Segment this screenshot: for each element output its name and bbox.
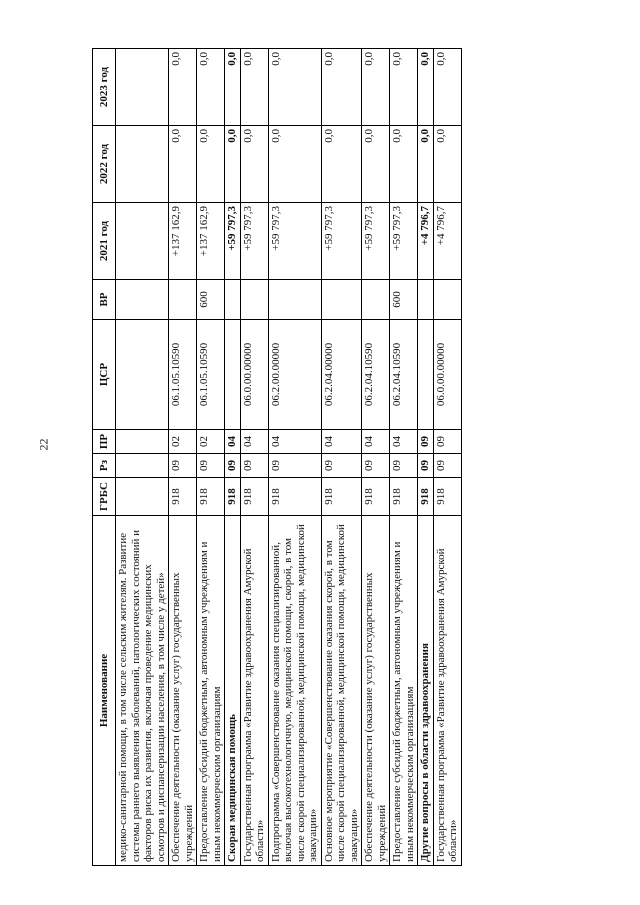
cell-csr: 06.2.04.10590 bbox=[390, 320, 418, 430]
cell-2023: 0,0 bbox=[418, 49, 434, 126]
cell-2023 bbox=[116, 49, 169, 126]
cell-grbs: 918 bbox=[225, 478, 241, 516]
cell-vr: 600 bbox=[390, 280, 418, 320]
table-row bbox=[433, 49, 461, 866]
cell-vr bbox=[362, 280, 390, 320]
table-row bbox=[225, 49, 241, 866]
cell-rz: 09 bbox=[268, 454, 321, 478]
cell-name: Основное мероприятие «Совершенствование оказания скорой, в том числе скорой специализированной, медицинской помощи, медицинской эвакуации» bbox=[321, 516, 362, 866]
table-header-row bbox=[93, 49, 116, 866]
cell-vr bbox=[169, 280, 197, 320]
cell-csr bbox=[225, 320, 241, 430]
cell-2023: 0,0 bbox=[240, 49, 268, 126]
table-row bbox=[197, 49, 225, 866]
header-pr: ПР bbox=[93, 430, 116, 454]
cell-2021: +59 797,3 bbox=[225, 203, 241, 280]
cell-2022: 0,0 bbox=[197, 126, 225, 203]
cell-csr: 06.0.00.00000 bbox=[240, 320, 268, 430]
table-row bbox=[390, 49, 418, 866]
cell-csr: 06.1.05.10590 bbox=[169, 320, 197, 430]
cell-2021 bbox=[116, 203, 169, 280]
cell-2023: 0,0 bbox=[321, 49, 362, 126]
cell-vr bbox=[240, 280, 268, 320]
header-2021: 2021 год bbox=[93, 203, 116, 280]
header-name: Наименование bbox=[93, 516, 116, 866]
cell-csr: 06.1.05.10590 bbox=[197, 320, 225, 430]
cell-rz: 09 bbox=[390, 454, 418, 478]
cell-pr: 04 bbox=[268, 430, 321, 454]
cell-grbs: 918 bbox=[240, 478, 268, 516]
cell-grbs: 918 bbox=[268, 478, 321, 516]
cell-pr: 04 bbox=[362, 430, 390, 454]
cell-2022: 0,0 bbox=[240, 126, 268, 203]
cell-name: Скорая медицинская помощь bbox=[225, 516, 241, 866]
header-grbs: ГРБС bbox=[93, 478, 116, 516]
cell-2021: +4 796,7 bbox=[418, 203, 434, 280]
cell-2022: 0,0 bbox=[321, 126, 362, 203]
cell-vr bbox=[268, 280, 321, 320]
cell-name: Государственная программа «Развитие здравоохранения Амурской области» bbox=[240, 516, 268, 866]
cell-pr: 09 bbox=[433, 430, 461, 454]
table-row bbox=[268, 49, 321, 866]
cell-name: Обеспечение деятельности (оказание услуг) государственных учреждений bbox=[169, 516, 197, 866]
cell-pr: 02 bbox=[169, 430, 197, 454]
cell-grbs: 918 bbox=[418, 478, 434, 516]
cell-name: Предоставление субсидий бюджетным, автономным учреждениям и иным некоммерческим организациям bbox=[390, 516, 418, 866]
cell-vr bbox=[225, 280, 241, 320]
cell-grbs: 918 bbox=[390, 478, 418, 516]
cell-2022: 0,0 bbox=[362, 126, 390, 203]
cell-2023: 0,0 bbox=[390, 49, 418, 126]
cell-2021: +59 797,3 bbox=[321, 203, 362, 280]
cell-pr: 04 bbox=[390, 430, 418, 454]
cell-grbs: 918 bbox=[169, 478, 197, 516]
cell-2021: +137 162,9 bbox=[169, 203, 197, 280]
table-body bbox=[116, 49, 462, 866]
cell-grbs: 918 bbox=[433, 478, 461, 516]
cell-grbs bbox=[116, 478, 169, 516]
cell-rz: 09 bbox=[418, 454, 434, 478]
cell-name: Обеспечение деятельности (оказание услуг) государственных учреждений bbox=[362, 516, 390, 866]
cell-2021: +59 797,3 bbox=[362, 203, 390, 280]
page-number: 22 bbox=[36, 438, 51, 451]
cell-pr bbox=[116, 430, 169, 454]
cell-rz: 09 bbox=[321, 454, 362, 478]
cell-2023: 0,0 bbox=[197, 49, 225, 126]
cell-2021: +59 797,3 bbox=[240, 203, 268, 280]
cell-csr bbox=[116, 320, 169, 430]
cell-pr: 09 bbox=[418, 430, 434, 454]
cell-2021: +4 796,7 bbox=[433, 203, 461, 280]
table-row bbox=[169, 49, 197, 866]
cell-rz: 09 bbox=[433, 454, 461, 478]
cell-grbs: 918 bbox=[321, 478, 362, 516]
cell-csr: 06.2.04.10590 bbox=[362, 320, 390, 430]
cell-vr bbox=[321, 280, 362, 320]
cell-2021: +137 162,9 bbox=[197, 203, 225, 280]
cell-vr bbox=[116, 280, 169, 320]
cell-2023: 0,0 bbox=[268, 49, 321, 126]
cell-2021: +59 797,3 bbox=[390, 203, 418, 280]
cell-name: Предоставление субсидий бюджетным, автономным учреждениям и иным некоммерческим организациям bbox=[197, 516, 225, 866]
budget-table bbox=[92, 48, 462, 866]
cell-vr bbox=[418, 280, 434, 320]
cell-2022: 0,0 bbox=[169, 126, 197, 203]
cell-2023: 0,0 bbox=[225, 49, 241, 126]
cell-rz: 09 bbox=[240, 454, 268, 478]
header-rz: Рз bbox=[93, 454, 116, 478]
table-row bbox=[116, 49, 169, 866]
cell-vr: 600 bbox=[197, 280, 225, 320]
cell-pr: 04 bbox=[225, 430, 241, 454]
cell-2022: 0,0 bbox=[418, 126, 434, 203]
cell-csr: 06.2.04.00000 bbox=[321, 320, 362, 430]
cell-name: Подпрограмма «Совершенствование оказания специализированной, включая высокотехнологичную, медицинской помощи, скорой, в том числе скорой специализированной, медицинской помощи, медицинской эвакуации» bbox=[268, 516, 321, 866]
cell-2023: 0,0 bbox=[433, 49, 461, 126]
cell-rz bbox=[116, 454, 169, 478]
cell-2023: 0,0 bbox=[169, 49, 197, 126]
cell-grbs: 918 bbox=[197, 478, 225, 516]
cell-pr: 02 bbox=[197, 430, 225, 454]
cell-pr: 04 bbox=[321, 430, 362, 454]
cell-2022: 0,0 bbox=[225, 126, 241, 203]
cell-2022: 0,0 bbox=[390, 126, 418, 203]
cell-name: медико-санитарной помощи, в том числе сельским жителям. Развитие системы раннего выявления заболеваний, патологических состояний и факторов риска их развития, включая проведение медицинских осмотров и диспансеризации населения, в том числе у детей» bbox=[116, 516, 169, 866]
header-vr: ВР bbox=[93, 280, 116, 320]
table-row bbox=[240, 49, 268, 866]
cell-grbs: 918 bbox=[362, 478, 390, 516]
cell-rz: 09 bbox=[197, 454, 225, 478]
cell-rz: 09 bbox=[225, 454, 241, 478]
table-row bbox=[362, 49, 390, 866]
cell-vr bbox=[433, 280, 461, 320]
header-2022: 2022 год bbox=[93, 126, 116, 203]
cell-csr bbox=[418, 320, 434, 430]
cell-2022: 0,0 bbox=[268, 126, 321, 203]
cell-2022 bbox=[116, 126, 169, 203]
cell-name: Государственная программа «Развитие здравоохранения Амурской области» bbox=[433, 516, 461, 866]
cell-2022: 0,0 bbox=[433, 126, 461, 203]
cell-rz: 09 bbox=[362, 454, 390, 478]
header-csr: ЦСР bbox=[93, 320, 116, 430]
cell-2021: +59 797,3 bbox=[268, 203, 321, 280]
table-row bbox=[418, 49, 434, 866]
cell-rz: 09 bbox=[169, 454, 197, 478]
table-row bbox=[321, 49, 362, 866]
cell-csr: 06.2.00.00000 bbox=[268, 320, 321, 430]
rotated-table-wrapper bbox=[92, 48, 546, 866]
cell-name: Другие вопросы в области здравоохранения bbox=[418, 516, 434, 866]
cell-csr: 06.0.00.00000 bbox=[433, 320, 461, 430]
cell-pr: 04 bbox=[240, 430, 268, 454]
cell-2023: 0,0 bbox=[362, 49, 390, 126]
header-2023: 2023 год bbox=[93, 49, 116, 126]
